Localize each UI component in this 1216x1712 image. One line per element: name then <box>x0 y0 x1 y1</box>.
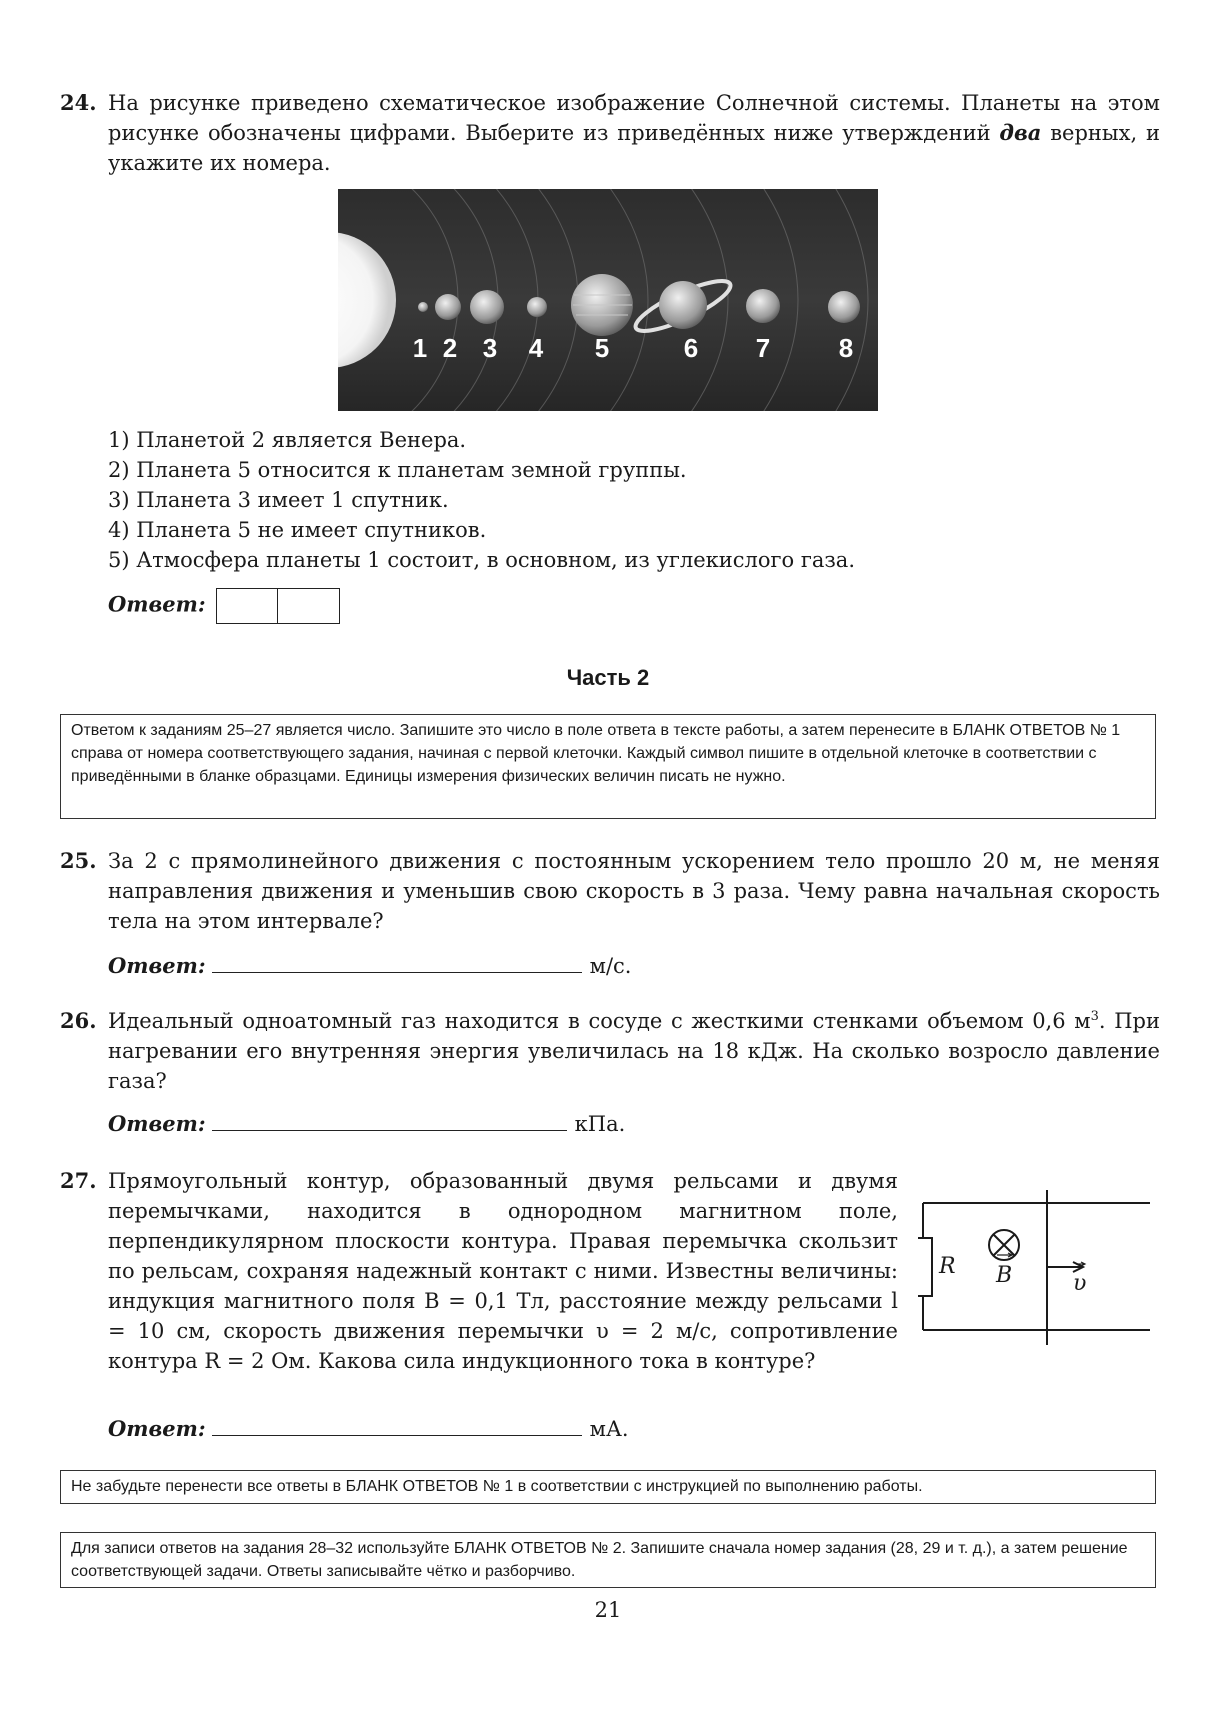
task-text: Идеальный одноатомный газ находится в сосуде с жесткими стенками объемом 0,6 $м^3$. При нагревании его внутренняя энергия увеличилась на 18 кДж. На сколько возросло давление газа? <box>108 1009 1160 1093</box>
answer-label: Ответ: <box>108 1111 206 1136</box>
answer-unit: м/с. <box>589 954 632 978</box>
option-5: 5) Атмосфера планеты 1 состоит, в основном, из углекислого газа. <box>108 548 856 572</box>
planet-label: 5 <box>594 333 610 363</box>
reminder-box: Не забудьте перенести все ответы в БЛАНК ОТВЕТОВ № 1 в соответствии с инструкцией по выполнению работы. <box>60 1470 1156 1504</box>
part-2-heading: Часть 2 <box>566 665 650 690</box>
resistor <box>918 1238 932 1296</box>
planet-label: 4 <box>528 333 544 363</box>
task-number: 26. <box>60 1008 97 1033</box>
part-2-answer-instruction: Для записи ответов на задания 28–32 используйте БЛАНК ОТВЕТОВ № 2. Запишите сначала номер задания (28, 29 и т. д.), а затем решение соответствующей задачи. Ответы записывайте чётко и разборчиво. <box>60 1532 1156 1588</box>
answer-input[interactable] <box>212 1413 582 1436</box>
task-26 <box>60 1006 1160 1096</box>
answer-24 <box>108 588 340 620</box>
answer-label: Ответ: <box>108 1416 206 1441</box>
task-25 <box>60 846 1160 936</box>
answer-input[interactable] <box>212 950 582 973</box>
option-4: 4) Планета 5 не имеет спутников. <box>108 518 487 542</box>
circuit-figure <box>918 1185 1158 1355</box>
planet-2 <box>435 294 461 320</box>
answer-25 <box>108 950 632 982</box>
solar-system-figure <box>338 189 878 411</box>
planet-1 <box>418 302 428 312</box>
task-text: Прямоугольный контур, образованный двумя рельсами и двумя перемычками, находится в однородном магнитном поле, перпендикулярном плоскости контура. Правая перемычка скользит по рельсам, сохраняя надежный контакт с ними. Известны величины: индукция магнитного поля B = 0,1 Тл, расстояние между рельсами l = 10 см, скорость движения перемычки υ = 2 м/с, сопротивление контура R = 2 Ом. Какова сила индукционного тока в контуре? <box>108 1169 898 1373</box>
answer-label: Ответ: <box>108 591 206 617</box>
planet-label: 1 <box>412 333 428 363</box>
task-24-options <box>108 425 855 575</box>
task-number: 27. <box>60 1168 97 1193</box>
task-number: 25. <box>60 848 97 873</box>
planet-7 <box>746 289 780 323</box>
planet-3 <box>470 290 504 324</box>
task-text: За 2 с прямолинейного движения с постоянным ускорением тело прошло 20 м, не меняя направления движения и уменьшив свою скорость в 3 раза. Чему равна начальная скорость тела на этом интервале? <box>108 849 1160 933</box>
field-label: B <box>996 1263 1013 1288</box>
option-1: 1) Планетой 2 является Венера. <box>108 428 467 452</box>
task-text: На рисунке приведено схематическое изображение Солнечной системы. Планеты на этом рисунке обозначены цифрами. Выберите из приведённых ниже утверждений два верных, и укажите их номера. <box>108 91 1160 175</box>
planet-label: 2 <box>442 333 458 363</box>
planet-6 <box>659 281 707 329</box>
answer-27 <box>108 1413 629 1445</box>
planet-8 <box>828 291 860 323</box>
page-number: 21 <box>594 1598 622 1622</box>
answer-input[interactable] <box>212 1108 567 1131</box>
answer-unit: мА. <box>589 1417 629 1441</box>
velocity-label: υ <box>1073 1271 1087 1296</box>
answer-unit: кПа. <box>574 1112 626 1136</box>
task-24 <box>60 88 1160 178</box>
answer-26 <box>108 1108 625 1140</box>
planet-4 <box>527 297 547 317</box>
planet-label: 8 <box>838 333 854 363</box>
emphasis-two: два <box>999 120 1042 145</box>
answer-cells[interactable] <box>216 588 340 624</box>
task-27 <box>60 1166 898 1376</box>
planet-label: 6 <box>683 333 699 363</box>
option-2: 2) Планета 5 относится к планетам земной группы. <box>108 458 687 482</box>
planet-label: 7 <box>755 333 771 363</box>
planet-label: 3 <box>482 333 498 363</box>
option-3: 3) Планета 3 имеет 1 спутник. <box>108 488 449 512</box>
task-number: 24. <box>60 90 97 115</box>
resistor-label: R <box>939 1254 956 1279</box>
answer-label: Ответ: <box>108 953 206 978</box>
part-2-instruction: Ответом к заданиям 25–27 является число. Запишите это число в поле ответа в тексте работы, а затем перенесите в БЛАНК ОТВЕТОВ № 1 справа от номера соответствующего задания, начиная с первой клеточки. Каждый символ пишите в отдельной клеточке в соответствии с приведёнными в бланке образцами. Единицы измерения физических величин писать не нужно. <box>60 714 1156 819</box>
